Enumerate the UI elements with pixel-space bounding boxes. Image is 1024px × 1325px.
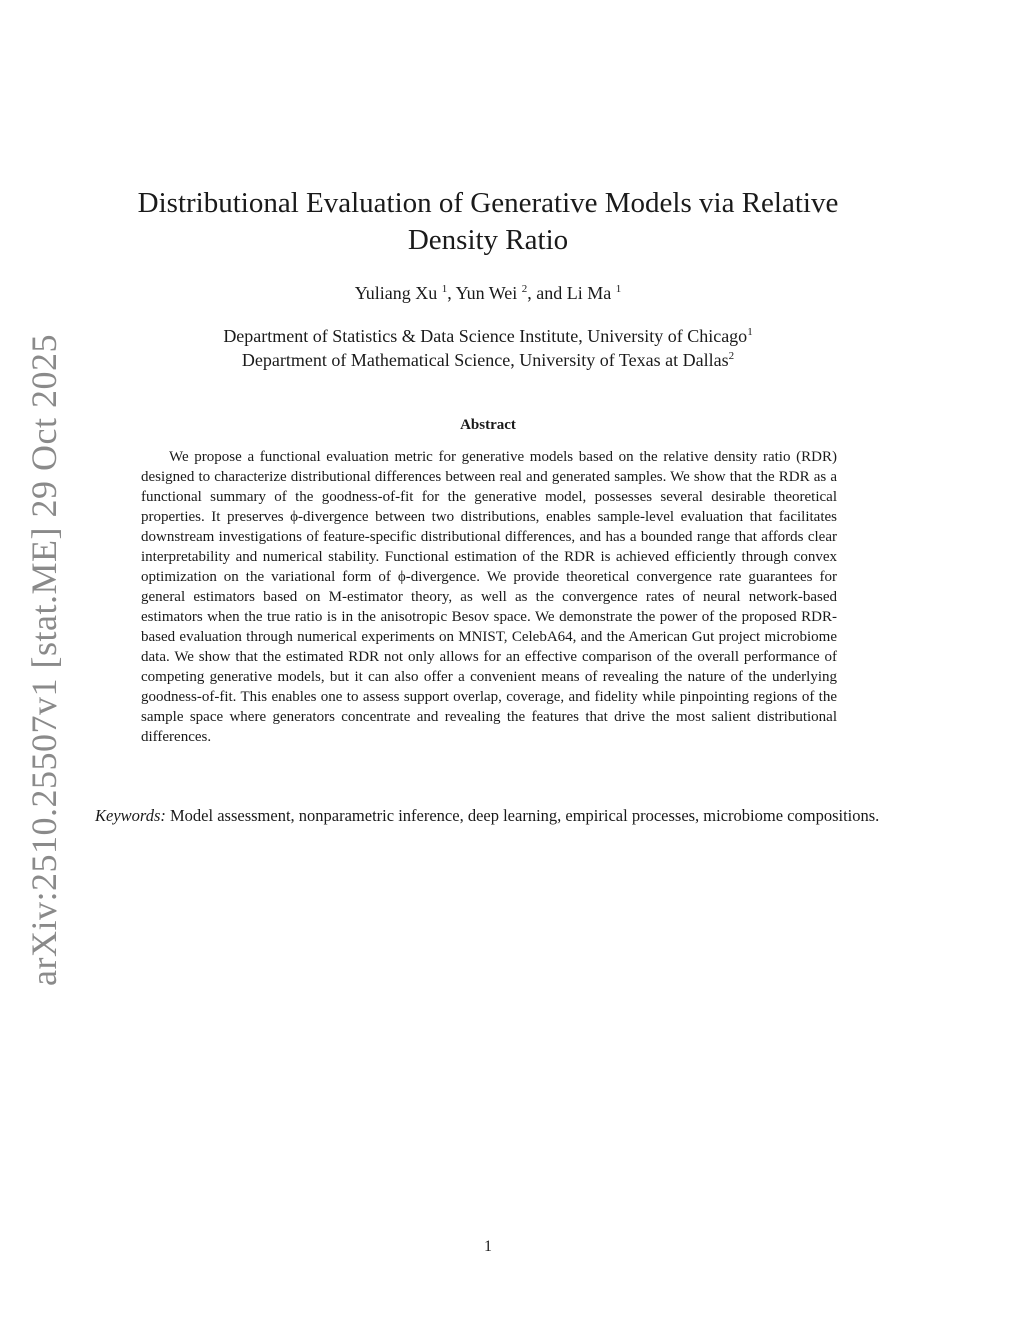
affiliation-mark: 1 [747,326,753,338]
author-name: Yuliang Xu [354,283,438,303]
affiliation-line [90,324,886,348]
affiliation-text: Department of Statistics & Data Science Institute, University of Chicago [223,326,748,346]
paper-title: Distributional Evaluation of Generative Models via Relative Density Ratio [137,187,839,256]
abstract-heading: Abstract [460,417,516,433]
author-separator: , [447,283,456,303]
author-separator: , and [527,283,567,303]
abstract-text: We propose a functional evaluation metric for generative models based on the relative density ratio (RDR) designed to characterize distributional differences between real and generated samples. We show that the RDR as a functional summary of the goodness-of-fit for the generative model, possesses several desirable theoretical properties. It preserves ϕ-divergence between two distributions, enables sample-level evaluation that facilitates downstream investigations of feature-specific distributional differences, and has a bounded range that affords clear interpretability and numerical stability. Functional estimation of the RDR is achieved efficiently through convex optimization on the variational form of ϕ-divergence. We provide theoretical convergence rate guarantees for general estimators based on M-estimator theory, as well as the convergence rates of neural network-based estimators when the true ratio is in the anisotropic Besov space. We demonstrate the power of the proposed RDR-based evaluation through numerical experiments on MNIST, CelebA64, and the American Gut project microbiome data. We show that the estimated RDR not only allows for an effective comparison of the overall performance of competing generative models, but it can also offer a convenient means of revealing the nature of the underlying goodness-of-fit. This enables one to assess support overlap, coverage, and fidelity while pinpointing regions of the sample space where generators concentrate and revealing the features that drive the most salient distributional differences. [141,449,837,745]
keywords-text: Model assessment, nonparametric inference, deep learning, empirical processes, microbiome compositions. [170,806,880,825]
affiliation-text: Department of Mathematical Science, University of Texas at Dallas [241,350,729,370]
author-name: Yun Wei [455,283,518,303]
keywords-paragraph [95,804,885,827]
keywords-label: Keywords: [95,806,166,825]
author-affil-mark: 2 [521,283,528,295]
affiliation-line [90,348,886,372]
author-affil-mark: 1 [441,283,448,295]
arxiv-identifier-stamp[interactable]: arXiv:2510.25507v1 [stat.ME] 29 Oct 2025 [24,334,64,986]
affiliation-list [90,324,886,372]
author-name: Li Ma [566,283,612,303]
author-list [90,283,886,304]
author-affil-mark: 1 [615,283,622,295]
affiliation-mark: 2 [728,350,735,362]
page-number: 1 [484,1238,492,1255]
